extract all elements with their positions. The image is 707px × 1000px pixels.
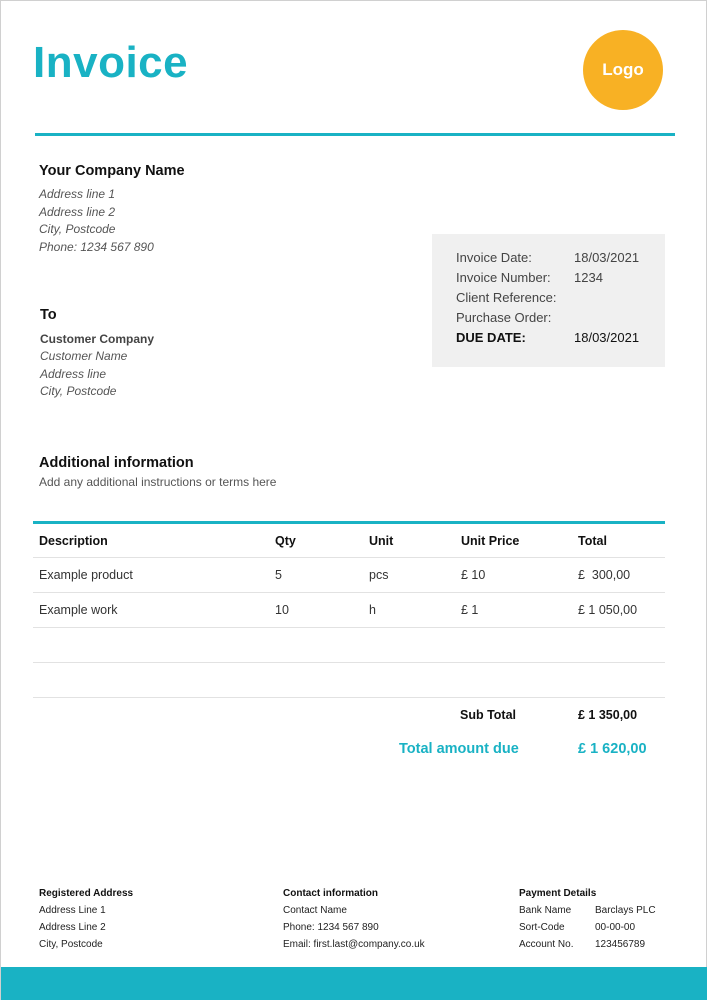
customer-address-line: Customer Name — [40, 349, 128, 363]
info-label: DUE DATE: — [456, 330, 526, 345]
cell-total: £ 300,00 — [578, 568, 631, 582]
customer-address — [40, 348, 127, 401]
footer-heading: Payment Details — [519, 888, 597, 899]
line-items-table — [33, 521, 665, 698]
column-header: Description — [39, 533, 108, 548]
footer-heading: Contact information — [283, 888, 378, 899]
invoice-info-box — [432, 234, 665, 367]
header-divider — [35, 133, 675, 136]
column-header: Unit — [369, 533, 394, 548]
info-row-due-date — [456, 328, 665, 348]
invoice-title: Invoice — [33, 38, 189, 87]
info-label: Purchase Order: — [456, 310, 552, 325]
info-row-client-reference — [456, 288, 665, 308]
footer-line: City, Postcode — [39, 939, 103, 950]
footer-line: Contact Name — [283, 905, 347, 916]
cell-description: Example work — [39, 603, 118, 617]
footer-line: Phone: 1234 567 890 — [283, 922, 379, 933]
table-row — [33, 593, 665, 628]
company-address-line: City, Postcode — [39, 222, 116, 236]
cell-qty: 10 — [275, 603, 289, 617]
payment-label: Sort-Code — [519, 922, 565, 933]
column-header: Unit Price — [461, 533, 520, 548]
logo-label: Logo — [602, 60, 644, 79]
info-row-invoice-number — [456, 268, 665, 288]
payment-row — [519, 936, 656, 953]
footer-registered-address — [39, 885, 133, 953]
cell-unit: pcs — [369, 568, 389, 582]
payment-row — [519, 919, 656, 936]
footer-accent-bar — [1, 967, 707, 1000]
customer-address-line: City, Postcode — [40, 384, 117, 398]
company-address-line: Address line 2 — [39, 204, 116, 219]
payment-value: Barclays PLC — [595, 905, 656, 916]
additional-info-text: Add any additional instructions or terms here — [39, 475, 277, 489]
cell-unit: h — [369, 603, 376, 617]
info-value: 18/03/2021 — [574, 250, 640, 265]
footer-email: Email: first.last@company.co.uk — [283, 939, 425, 950]
footer-contact-info — [283, 885, 425, 953]
info-label: Client Reference: — [456, 290, 557, 305]
payment-value: 00-00-00 — [595, 922, 636, 933]
total-due-label: Total amount due — [399, 741, 519, 757]
company-address — [39, 186, 154, 256]
column-header: Total — [578, 533, 607, 548]
cell-unit-price: £ 1 — [461, 603, 479, 617]
additional-info-heading: Additional information — [39, 455, 194, 471]
cell-description: Example product — [39, 568, 133, 582]
footer-line: Address Line 2 — [39, 922, 106, 933]
info-value: 1234 — [574, 270, 603, 285]
footer-payment-details — [519, 885, 656, 953]
payment-value: 123456789 — [595, 939, 646, 950]
customer-company: Customer Company — [40, 332, 155, 346]
payment-row — [519, 902, 656, 919]
footer-line: Address Line 1 — [39, 905, 106, 916]
info-value: 18/03/2021 — [574, 330, 640, 345]
payment-label: Bank Name — [519, 905, 572, 916]
info-row-invoice-date — [456, 248, 665, 268]
total-due-value: £ 1 620,00 — [578, 741, 647, 757]
cell-qty: 5 — [275, 568, 282, 582]
cell-total: £ 1 050,00 — [578, 603, 638, 617]
table-row — [33, 558, 665, 593]
company-phone: Phone: 1234 567 890 — [39, 239, 154, 254]
footer-heading: Registered Address — [39, 888, 134, 899]
info-label: Invoice Number: — [456, 270, 551, 285]
cell-unit-price: £ 10 — [461, 568, 486, 582]
payment-label: Account No. — [519, 939, 574, 950]
table-header-row — [33, 524, 665, 558]
column-header: Qty — [275, 533, 296, 548]
table-row-empty — [33, 628, 665, 663]
info-row-purchase-order — [456, 308, 665, 328]
recipient-heading: To — [40, 307, 57, 323]
info-label: Invoice Date: — [456, 250, 532, 265]
subtotal-value: £ 1 350,00 — [578, 708, 638, 722]
table-row-empty — [33, 663, 665, 698]
customer-address-line: Address line — [40, 366, 107, 381]
company-name: Your Company Name — [39, 163, 185, 179]
company-logo — [583, 30, 663, 110]
company-address-line: Address line 1 — [39, 187, 116, 201]
subtotal-label: Sub Total — [460, 708, 517, 722]
